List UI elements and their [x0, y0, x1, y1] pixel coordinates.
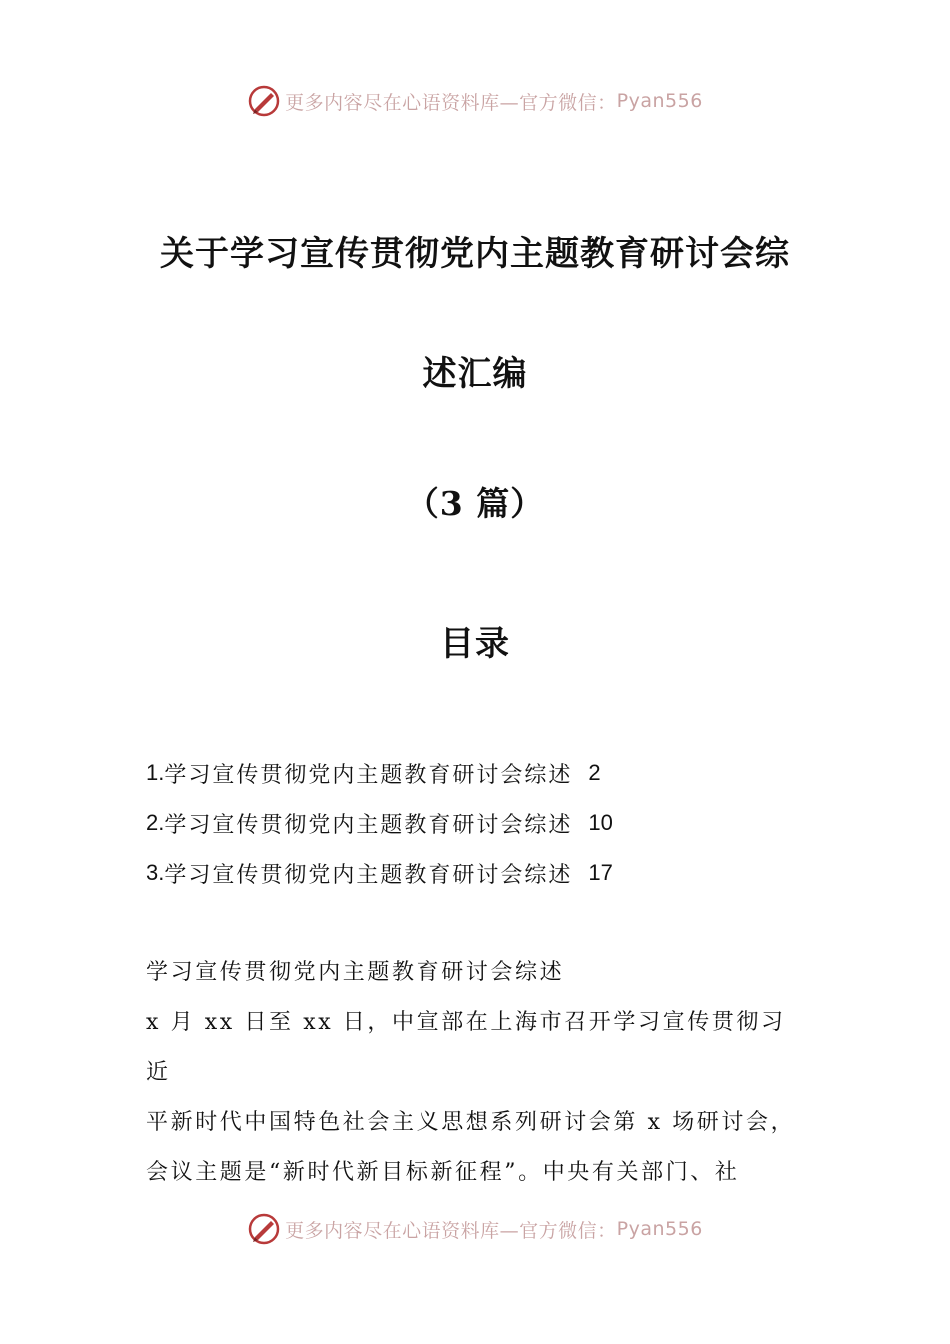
table-of-contents	[146, 748, 806, 898]
watermark-handle: Pyan556	[616, 90, 703, 112]
toc-item-label: 学习宣传贯彻党内主题教育研讨会综述	[164, 812, 573, 838]
toc-heading: 目录	[440, 624, 510, 664]
header-watermark	[0, 84, 950, 118]
toc-item-number: 1.	[146, 760, 165, 785]
toc-item-number: 3.	[146, 860, 165, 885]
toc-item-page: 10	[588, 810, 613, 835]
toc-item-number: 2.	[146, 810, 165, 835]
body-section	[146, 948, 810, 1198]
toc-item-label: 学习宣传贯彻党内主题教育研讨会综述	[164, 762, 573, 788]
body-line: 平新时代中国特色社会主义思想系列研讨会第 x 场研讨会，	[146, 1110, 796, 1135]
toc-item-page: 2	[588, 760, 601, 785]
toc-item-label: 学习宣传贯彻党内主题教育研讨会综述	[164, 862, 573, 888]
body-line: 会议主题是“新时代新目标新征程”。中央有关部门、社	[146, 1160, 740, 1185]
doc-title-count: （3 篇）	[405, 484, 545, 523]
body-heading: 学习宣传贯彻党内主题教育研讨会综述	[146, 960, 565, 985]
footer-watermark	[0, 1212, 950, 1246]
toc-item[interactable]	[146, 798, 806, 848]
watermark-handle: Pyan556	[616, 1218, 703, 1240]
doc-title-line2: 述汇编	[422, 354, 528, 394]
doc-title-line1: 关于学习宣传贯彻党内主题教育研讨会综	[160, 234, 790, 274]
watermark-text: 更多内容尽在心语资料库—官方微信：	[285, 1219, 617, 1242]
watermark-text: 更多内容尽在心语资料库—官方微信：	[285, 91, 617, 114]
toc-item[interactable]	[146, 848, 806, 898]
pen-logo-icon	[247, 84, 281, 118]
toc-item-page: 17	[588, 860, 613, 885]
pen-logo-icon	[247, 1212, 281, 1246]
body-line: x 月 xx 日至 xx 日，中宣部在上海市召开学习宣传贯彻习近	[146, 1010, 786, 1085]
toc-item[interactable]	[146, 748, 806, 798]
